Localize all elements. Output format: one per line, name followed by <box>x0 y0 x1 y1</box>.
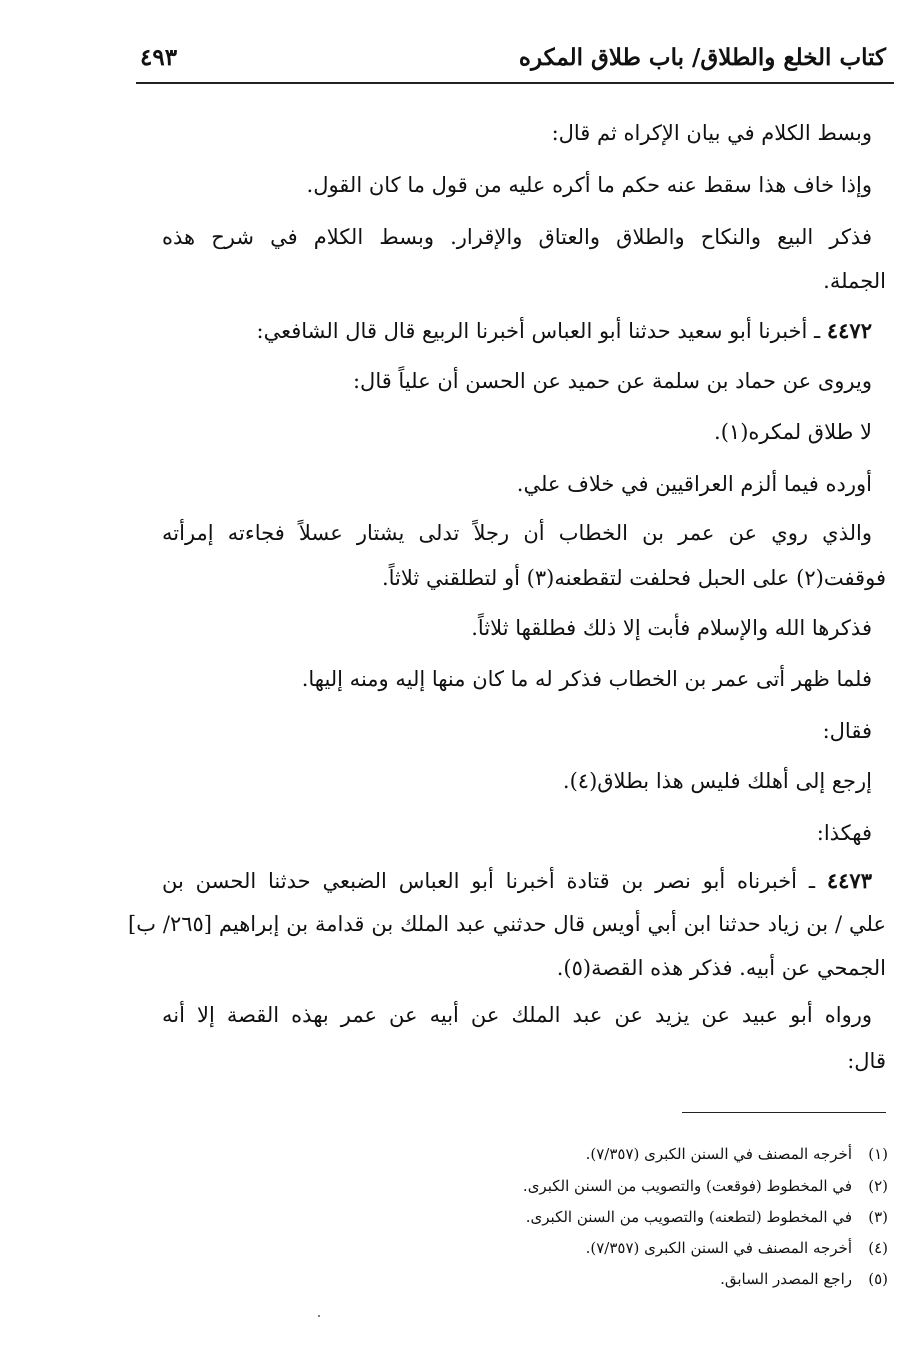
footnote-number: (٤) <box>868 1239 888 1257</box>
body-line: الجملة. <box>823 269 886 293</box>
body-line: فلما ظهر أتى عمر بن الخطاب فذكر له ما كان منها إليه ومنه إليها. <box>301 667 872 691</box>
running-header-title: كتاب الخلع والطلاق/ باب طلاق المكره <box>518 44 886 71</box>
hadith-number: ٤٤٧٣ <box>826 868 872 893</box>
body-line: إرجع إلى أهلك فليس هذا بطلاق(٤). <box>562 769 872 793</box>
footnote-text: في المخطوط (لتطعنه) والتصويب من السنن الكبرى. <box>525 1208 852 1226</box>
footnote <box>128 1268 888 1290</box>
body-line: الجمحي عن أبيه. فذكر هذه القصة(٥). <box>556 956 886 980</box>
footnote <box>128 1143 888 1165</box>
footnote <box>128 1175 888 1197</box>
footnote-number: (٥) <box>868 1270 888 1288</box>
body-line: لا طلاق لمكره(١). <box>714 420 872 444</box>
body-line: فذكر البيع والنكاح والطلاق والعتاق والإقرار. وبسط الكلام في شرح هذه <box>162 225 872 249</box>
body-line: والذي روي عن عمر بن الخطاب أن رجلاً تدلى يشتار عسلاً فجاءته إمرأته <box>162 521 872 545</box>
footnote-text: أخرجه المصنف في السنن الكبرى (٧/٣٥٧). <box>585 1239 852 1257</box>
body-line: علي / بن زياد حدثنا ابن أبي أويس قال حدثني عبد الملك بن قدامة بن إبراهيم [٢٦٥/ ب] <box>128 912 886 936</box>
hadith-text: ـ أخبرناه أبو نصر بن قتادة أخبرنا أبو العباس الضبعي حدثنا الحسن بن <box>162 869 827 893</box>
body-line: قال: <box>847 1049 886 1073</box>
page-number: ٤٩٣ <box>140 44 178 71</box>
hadith-4473-line <box>162 866 872 896</box>
hadith-number: ٤٤٧٢ <box>826 318 872 343</box>
body-line: فهكذا: <box>816 821 872 845</box>
header-rule <box>136 82 894 84</box>
body-line: وإذا خاف هذا سقط عنه حكم ما أكره عليه من قول ما كان القول. <box>306 173 872 197</box>
footnote-separator <box>682 1112 886 1113</box>
body-line: ورواه أبو عبيد عن يزيد عن عبد الملك عن أبيه عن عمر بهذه القصة إلا أنه <box>162 1003 872 1027</box>
body-line: فذكرها الله والإسلام فأبت إلا ذلك فطلقها ثلاثاً. <box>471 616 872 640</box>
footnote-number: (١) <box>868 1145 888 1163</box>
body-line: ويروى عن حماد بن سلمة عن حميد عن الحسن أن علياً قال: <box>352 369 872 393</box>
scan-speck <box>318 1315 320 1317</box>
footnote <box>128 1206 888 1228</box>
footnote-text: في المخطوط (فوقعت) والتصويب من السنن الكبرى. <box>522 1177 852 1195</box>
body-line: فقال: <box>822 719 872 743</box>
body-line: أورده فيما ألزم العراقيين في خلاف علي. <box>516 472 872 496</box>
body-line: وبسط الكلام في بيان الإكراه ثم قال: <box>551 121 872 145</box>
body-line: فوقفت(٢) على الحبل فحلفت لتقطعنه(٣) أو لتطلقني ثلاثاً. <box>381 566 886 590</box>
footnote <box>128 1237 888 1259</box>
footnote-number: (٣) <box>868 1208 888 1226</box>
footnote-number: (٢) <box>868 1177 888 1195</box>
hadith-text: ـ أخبرنا أبو سعيد حدثنا أبو العباس أخبرنا الربيع قال قال الشافعي: <box>256 319 827 343</box>
hadith-4472-line <box>162 316 872 346</box>
footnote-text: راجع المصدر السابق. <box>720 1270 852 1288</box>
footnote-text: أخرجه المصنف في السنن الكبرى (٧/٣٥٧). <box>585 1145 852 1163</box>
